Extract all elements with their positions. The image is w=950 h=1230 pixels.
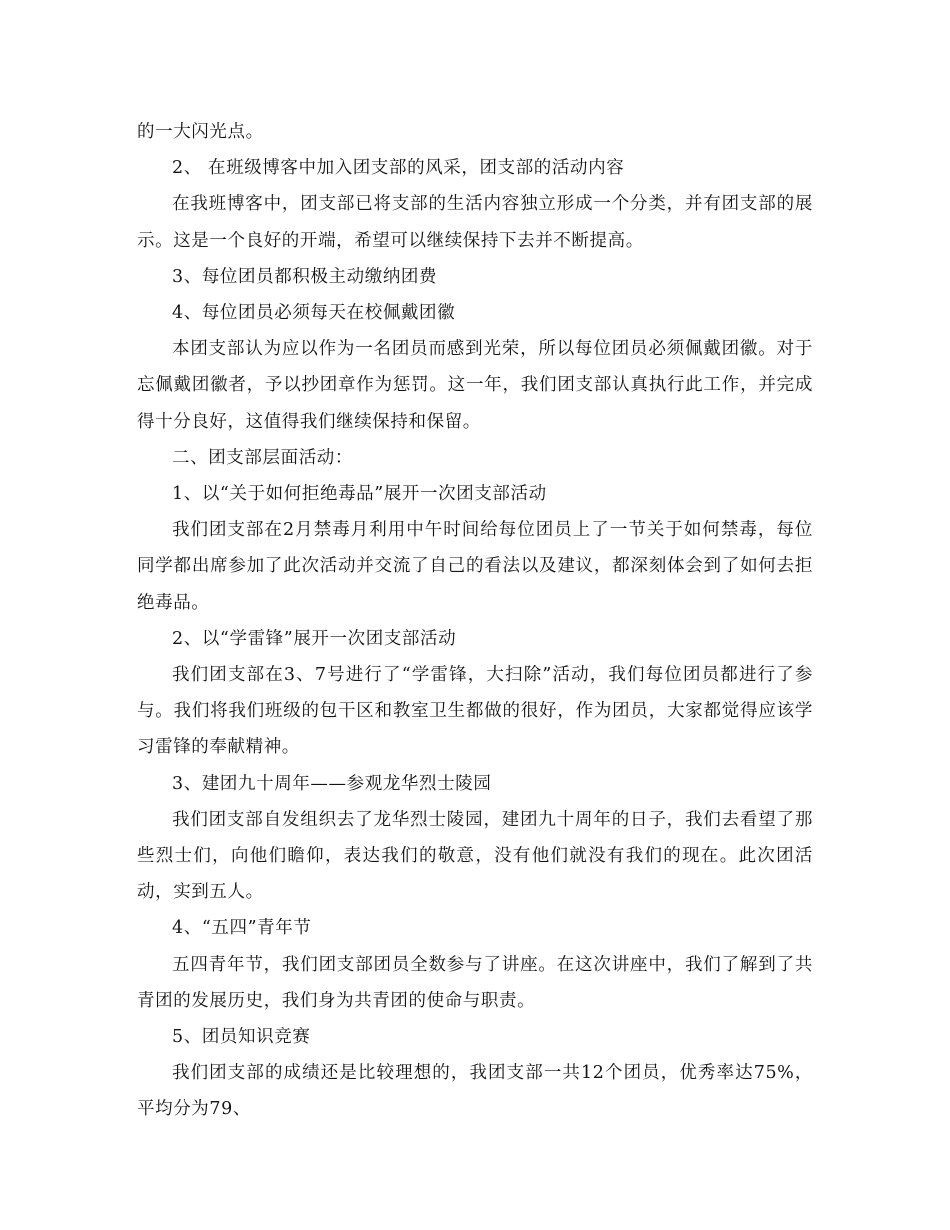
paragraph-class-blog: 在我班博客中，团支部已将支部的生活内容独立形成一个分类，并有团支部的展示。这是一个良好的开端，希望可以继续保持下去并不断提高。 [137,194,813,251]
item-class-blog: 2、 在班级博客中加入团支部的风采，团支部的活动内容 [172,158,625,179]
paragraph-anti-drug-activity: 我们团支部在2月禁毒月利用中午时间给每位团员上了一节关于如何禁毒，每位同学都出席参加了此次活动并交流了自己的看法以及建议，都深刻体会到了如何去拒绝毒品。 [137,520,813,613]
paragraph-youth-day: 五四青年节，我们团支部团员全数参与了讲座。在这次讲座中，我们了解到了共青团的发展历史，我们身为共青团的使命与职责。 [137,954,813,1011]
item-wear-badge: 4、每位团员必须每天在校佩戴团徽 [172,303,456,324]
item-knowledge-contest: 5、团员知识竞赛 [172,1027,311,1048]
section-heading-activities: 二、团支部层面活动： [172,447,353,468]
document-body [137,114,813,1128]
paragraph-continuation: 的一大闪光点。 [137,122,264,142]
item-anti-drug-activity: 1、以“关于如何拒绝毒品”展开一次团支部活动 [172,484,547,505]
item-cemetery-visit: 3、建团九十周年——参观龙华烈士陵园 [172,773,492,794]
item-membership-fees: 3、每位团员都积极主动缴纳团费 [172,266,438,287]
item-learn-leifeng: 2、以“学雷锋”展开一次团支部活动 [172,628,457,649]
item-youth-day: 4、“五四”青年节 [172,918,312,939]
paragraph-cemetery-visit: 我们团支部自发组织去了龙华烈士陵园，建团九十周年的日子，我们去看望了那些烈士们，向他们瞻仰，表达我们的敬意，没有他们就没有我们的现在。此次团活动，实到五人。 [137,809,813,903]
paragraph-knowledge-contest: 我们团支部的成绩还是比较理想的，我团支部一共12个团员，优秀率达75%，平均分为79、 [137,1063,813,1120]
paragraph-wear-badge: 本团支部认为应以作为一名团员而感到光荣，所以每位团员必须佩戴团徽。对于忘佩戴团徽者，予以抄团章作为惩罚。这一年，我们团支部认真执行此工作，并完成得十分良好，这值得我们继续保持和保留。 [137,339,813,432]
paragraph-learn-leifeng: 我们团支部在3、7号进行了“学雷锋，大扫除”活动，我们每位团员都进行了参与。我们将我们班级的包干区和教室卫生都做的很好，作为团员，大家都觉得应该学习雷锋的奉献精神。 [137,665,813,758]
